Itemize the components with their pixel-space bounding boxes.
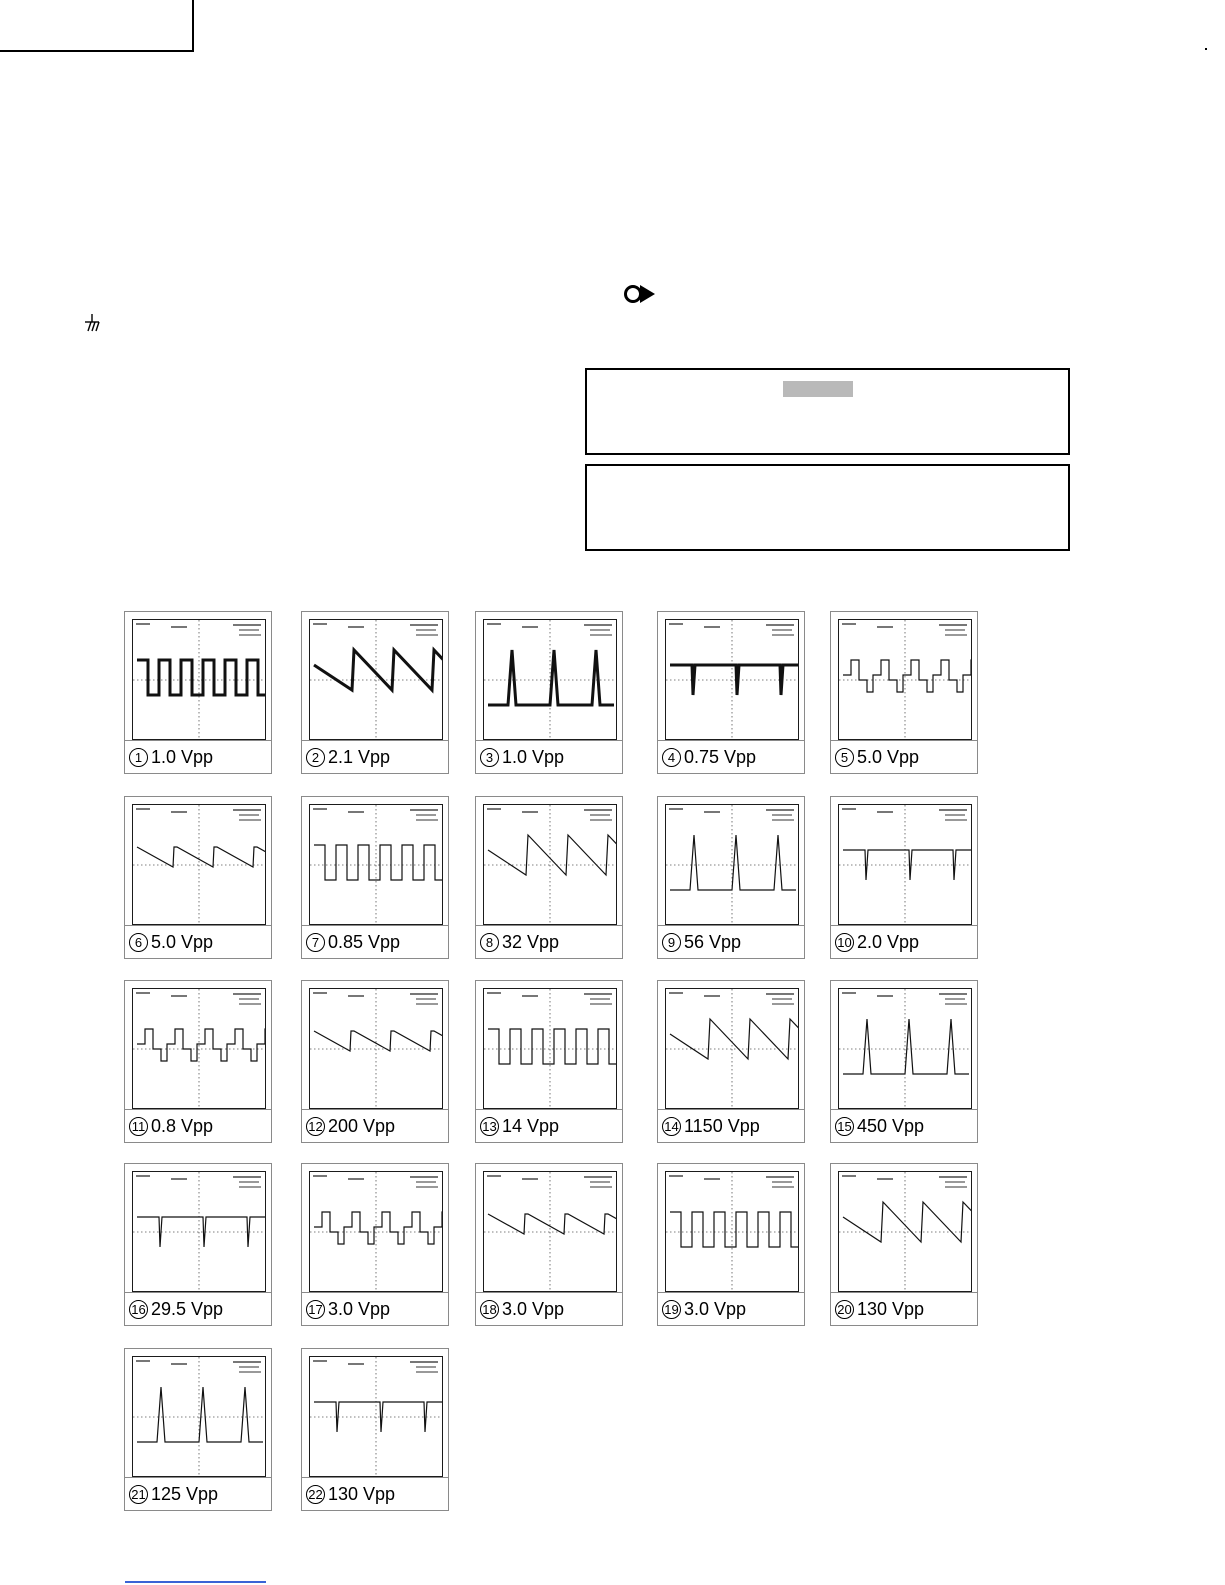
waveform-caption — [480, 1297, 564, 1321]
caption-divider — [831, 1292, 977, 1293]
waveform-value: 3.0 Vpp — [502, 1298, 565, 1319]
waveform-number: 8 — [480, 933, 499, 952]
waveform-panel — [657, 611, 805, 774]
waveform-caption — [480, 1114, 559, 1138]
waveform-number: 13 — [480, 1117, 499, 1136]
waveform-caption — [662, 1114, 760, 1138]
waveform-caption — [306, 1297, 390, 1321]
waveform-number: 2 — [306, 748, 325, 767]
waveform-panel — [124, 1348, 272, 1511]
waveform-value: 450 Vpp — [857, 1115, 925, 1136]
caption-divider — [125, 1109, 271, 1110]
oscilloscope-trace — [665, 988, 799, 1109]
waveform-number: 1 — [129, 748, 148, 767]
oscilloscope-trace — [838, 804, 972, 925]
waveform-panel — [124, 611, 272, 774]
waveform-panel — [830, 796, 978, 959]
waveform-value: 1150 Vpp — [684, 1115, 760, 1136]
waveform-number: 18 — [480, 1300, 499, 1319]
waveform-value: 2.1 Vpp — [328, 746, 391, 767]
caption-divider — [125, 1477, 271, 1478]
oscilloscope-trace — [838, 619, 972, 740]
header-tab-box — [0, 0, 194, 52]
redacted-highlight — [783, 381, 853, 397]
waveform-caption — [835, 745, 919, 769]
waveform-panel — [830, 611, 978, 774]
waveform-panel — [301, 1163, 449, 1326]
waveform-value: 3.0 Vpp — [684, 1298, 747, 1319]
waveform-panel — [475, 980, 623, 1143]
oscilloscope-trace — [309, 1171, 443, 1292]
waveform-panel — [301, 611, 449, 774]
waveform-panel — [475, 796, 623, 959]
oscilloscope-trace — [309, 619, 443, 740]
oscilloscope-trace — [483, 804, 617, 925]
note-box-1 — [585, 368, 1070, 455]
waveform-number: 7 — [306, 933, 325, 952]
waveform-value: 3.0 Vpp — [328, 1298, 391, 1319]
waveform-value: 29.5 Vpp — [151, 1298, 224, 1319]
waveform-caption — [480, 745, 564, 769]
oscilloscope-trace — [309, 988, 443, 1109]
waveform-panel — [124, 980, 272, 1143]
waveform-value: 56 Vpp — [684, 931, 742, 952]
note-box-2 — [585, 464, 1070, 551]
waveform-caption — [129, 1114, 213, 1138]
waveform-number: 6 — [129, 933, 148, 952]
waveform-number: 15 — [835, 1117, 854, 1136]
caption-divider — [125, 1292, 271, 1293]
oscilloscope-trace — [309, 804, 443, 925]
waveform-number: 12 — [306, 1117, 325, 1136]
caption-divider — [658, 1292, 804, 1293]
waveform-panel — [830, 1163, 978, 1326]
waveform-number: 14 — [662, 1117, 681, 1136]
waveform-value: 32 Vpp — [502, 931, 560, 952]
caption-divider — [476, 1109, 622, 1110]
waveform-panel — [124, 796, 272, 959]
waveform-caption — [662, 930, 741, 954]
waveform-panel — [475, 1163, 623, 1326]
oscilloscope-trace — [132, 1171, 266, 1292]
waveform-number: 11 — [129, 1117, 148, 1136]
waveform-number: 3 — [480, 748, 499, 767]
waveform-value: 5.0 Vpp — [857, 746, 920, 767]
oscilloscope-trace — [838, 988, 972, 1109]
caption-divider — [831, 925, 977, 926]
footer-link-rule — [125, 1581, 266, 1583]
oscilloscope-trace — [665, 1171, 799, 1292]
waveform-value: 130 Vpp — [857, 1298, 925, 1319]
caption-divider — [658, 1109, 804, 1110]
waveform-caption — [835, 930, 919, 954]
waveform-panel — [657, 980, 805, 1143]
corner-mark — [1205, 48, 1207, 50]
oscilloscope-trace — [132, 1356, 266, 1477]
waveform-number: 22 — [306, 1485, 325, 1504]
waveform-value: 1.0 Vpp — [502, 746, 565, 767]
oscilloscope-trace — [665, 804, 799, 925]
oscilloscope-trace — [483, 619, 617, 740]
test-point-icon — [623, 283, 657, 305]
caption-divider — [125, 925, 271, 926]
waveform-panel — [301, 1348, 449, 1511]
waveform-value: 125 Vpp — [151, 1483, 219, 1504]
waveform-panel — [301, 980, 449, 1143]
oscilloscope-trace — [665, 619, 799, 740]
waveform-caption — [129, 1297, 223, 1321]
waveform-caption — [129, 745, 213, 769]
waveform-value: 0.75 Vpp — [684, 746, 757, 767]
oscilloscope-trace — [483, 1171, 617, 1292]
waveform-number: 21 — [129, 1485, 148, 1504]
ground-icon — [84, 313, 100, 333]
caption-divider — [831, 1109, 977, 1110]
waveform-caption — [306, 1114, 395, 1138]
waveform-caption — [306, 745, 390, 769]
waveform-value: 0.85 Vpp — [328, 931, 401, 952]
waveform-caption — [129, 930, 213, 954]
oscilloscope-trace — [132, 988, 266, 1109]
waveform-value: 0.8 Vpp — [151, 1115, 214, 1136]
waveform-value: 5.0 Vpp — [151, 931, 214, 952]
waveform-number: 19 — [662, 1300, 681, 1319]
waveform-caption — [306, 930, 400, 954]
oscilloscope-trace — [838, 1171, 972, 1292]
waveform-caption — [662, 745, 756, 769]
caption-divider — [125, 740, 271, 741]
waveform-value: 1.0 Vpp — [151, 746, 214, 767]
waveform-caption — [306, 1482, 395, 1506]
waveform-panel — [124, 1163, 272, 1326]
waveform-number: 5 — [835, 748, 854, 767]
caption-divider — [302, 740, 448, 741]
waveform-caption — [662, 1297, 746, 1321]
waveform-caption — [835, 1114, 924, 1138]
caption-divider — [658, 740, 804, 741]
waveform-panel — [657, 1163, 805, 1326]
waveform-number: 4 — [662, 748, 681, 767]
waveform-panel — [657, 796, 805, 959]
waveform-panel — [830, 980, 978, 1143]
waveform-value: 14 Vpp — [502, 1115, 560, 1136]
caption-divider — [476, 740, 622, 741]
waveform-value: 2.0 Vpp — [857, 931, 920, 952]
caption-divider — [302, 1292, 448, 1293]
caption-divider — [302, 1477, 448, 1478]
waveform-number: 20 — [835, 1300, 854, 1319]
waveform-caption — [480, 930, 559, 954]
waveform-caption — [835, 1297, 924, 1321]
oscilloscope-trace — [483, 988, 617, 1109]
caption-divider — [476, 1292, 622, 1293]
waveform-value: 200 Vpp — [328, 1115, 396, 1136]
caption-divider — [476, 925, 622, 926]
caption-divider — [302, 925, 448, 926]
oscilloscope-trace — [132, 804, 266, 925]
caption-divider — [658, 925, 804, 926]
waveform-number: 9 — [662, 933, 681, 952]
waveform-caption — [129, 1482, 218, 1506]
waveform-value: 130 Vpp — [328, 1483, 396, 1504]
waveform-panel — [301, 796, 449, 959]
waveform-number: 16 — [129, 1300, 148, 1319]
waveform-number: 10 — [835, 933, 854, 952]
caption-divider — [302, 1109, 448, 1110]
waveform-number: 17 — [306, 1300, 325, 1319]
caption-divider — [831, 740, 977, 741]
oscilloscope-trace — [132, 619, 266, 740]
oscilloscope-trace — [309, 1356, 443, 1477]
waveform-panel — [475, 611, 623, 774]
